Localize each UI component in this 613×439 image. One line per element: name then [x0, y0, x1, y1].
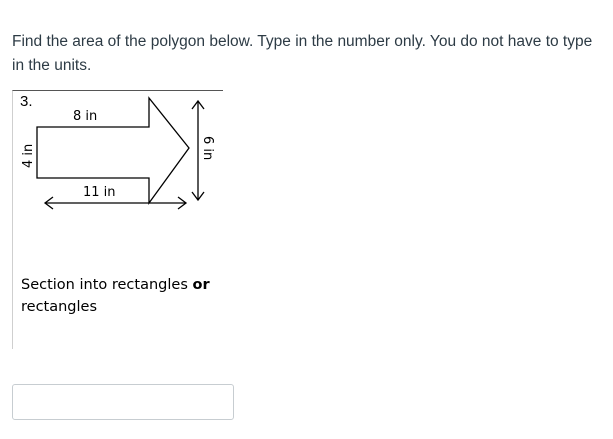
problem-number: 3.	[20, 93, 33, 110]
hint-text	[21, 274, 221, 318]
top-dimension-label: 8 in	[73, 109, 98, 124]
hint-main: Section into rectangles	[21, 277, 193, 293]
hint-bold: or	[192, 277, 210, 293]
question-prompt: Find the area of the polygon below. Type in the number only. You do not have to type in the units.	[12, 33, 593, 74]
right-dimension-label: 6 in	[200, 136, 215, 161]
left-dimension-label: 4 in	[21, 143, 36, 168]
polygon-diagram	[13, 91, 223, 271]
answer-input[interactable]	[12, 384, 234, 420]
bottom-dimension-label: 11 in	[83, 185, 116, 200]
hint-end: rectangles	[21, 299, 98, 315]
figure-panel	[12, 90, 223, 349]
